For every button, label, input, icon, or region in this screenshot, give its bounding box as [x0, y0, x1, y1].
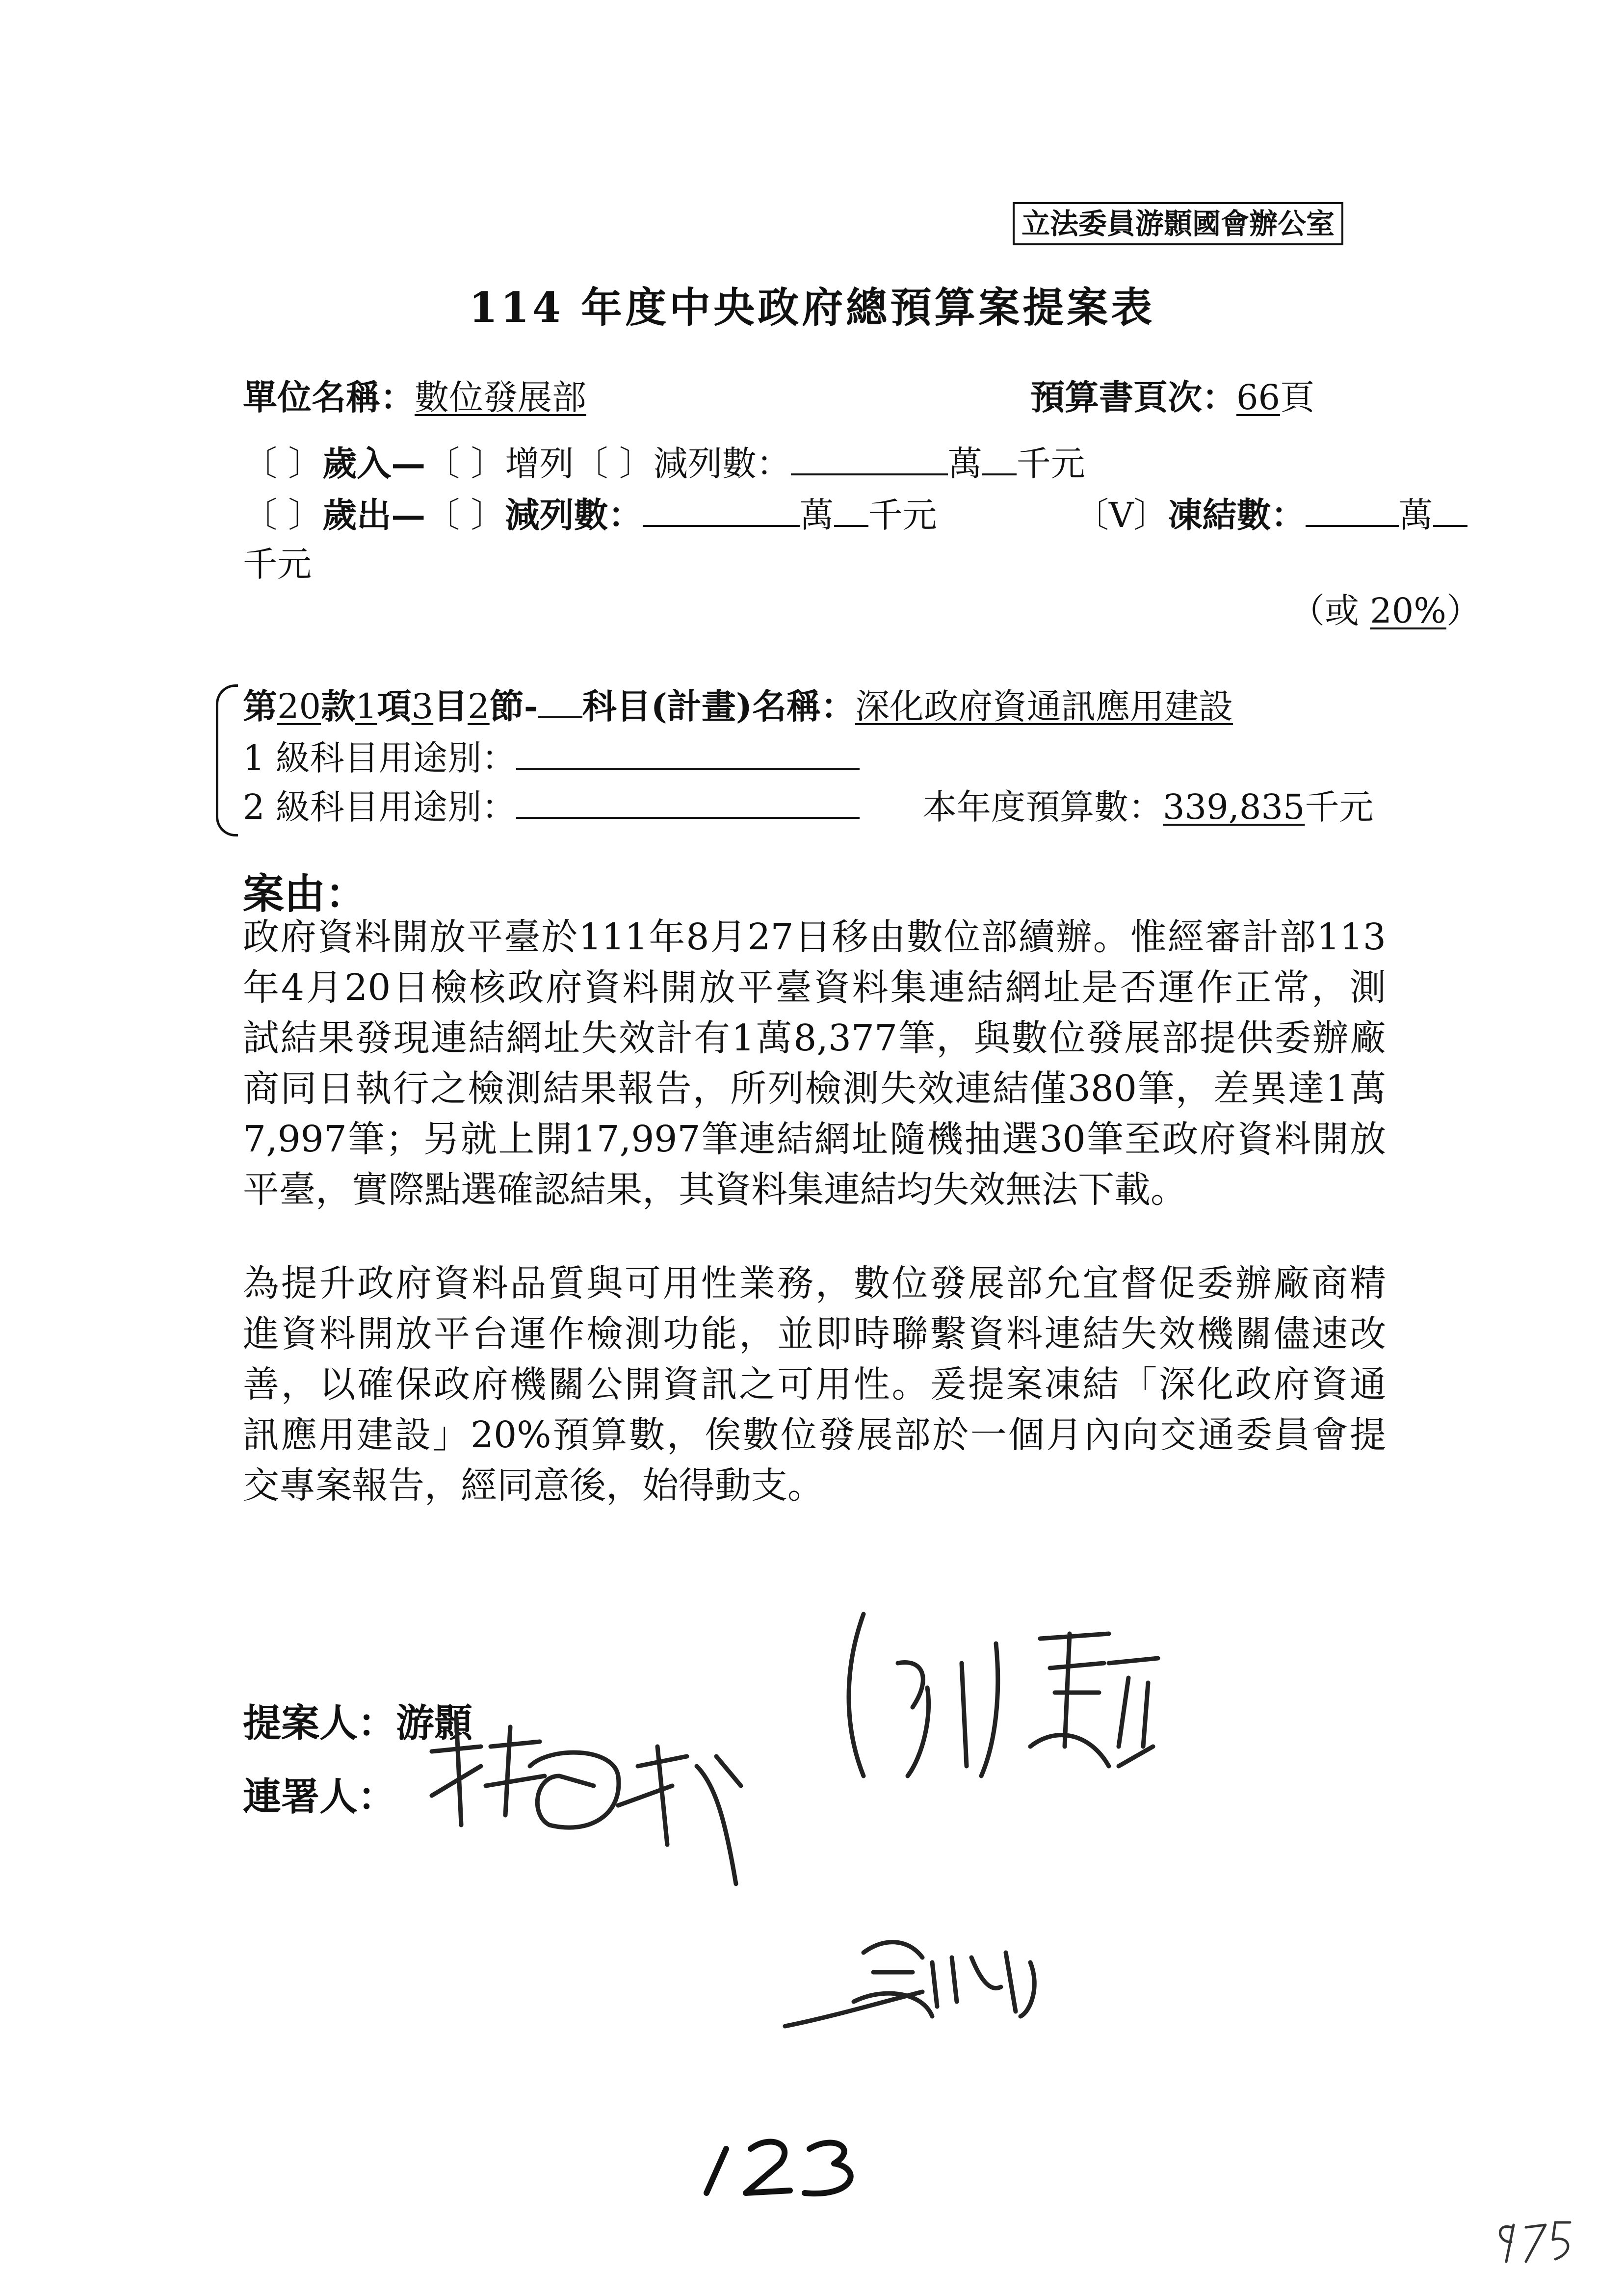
paragraph-line: 為提升政府資料品質與可用性業務，數位發展部允宜督促委辦廠商精 [243, 1262, 1386, 1305]
signature-proposer [849, 1614, 1158, 1776]
signature-cosigner-2 [785, 1942, 1034, 2026]
paragraph-line: 試結果發現連結網址失效計有1萬8,377筆，與數位發展部提供委辦廠 [243, 1017, 1386, 1059]
proposer-label: 提案人： [243, 1701, 396, 1746]
level1-label: 1 級科目用途別： [243, 738, 516, 778]
budget-page-label: 預算書頁次： [1030, 377, 1236, 417]
mu-value: 3 [411, 686, 434, 727]
paragraph-line: 進資料開放平台運作檢測功能，並即時聯繫資料連結失效機關儘速改 [243, 1313, 1386, 1355]
percent-suffix: ） [1446, 591, 1481, 631]
kuan-label: 款 [321, 686, 356, 727]
revenue-label: 歲入— [322, 443, 426, 484]
xiang-label: 項 [377, 686, 412, 727]
item-di: 第 [243, 686, 277, 727]
checkbox[interactable]: 〔 〕 [574, 444, 654, 484]
freeze-checkbox[interactable]: 〔V〕 [1074, 495, 1168, 535]
percent-value: 20% [1370, 591, 1446, 631]
unit-label: 單位名稱： [243, 377, 415, 417]
unit-value: 數位發展部 [415, 377, 586, 417]
wrap-qian: 千元 [243, 544, 312, 584]
wan-label: 萬 [799, 495, 834, 535]
reason-heading: 案由： [243, 869, 367, 918]
qian-label: 千元 [1016, 444, 1085, 484]
paragraph-line: 平臺，實際點選確認結果，其資料集連結均失效無法下載。 [243, 1169, 1187, 1211]
paragraph-line: 7,997筆；另就上開17,997筆連結網址隨機抽選30筆至政府資料開放 [243, 1118, 1386, 1160]
paragraph-line: 訊應用建設」20%預算數，俟數位發展部於一個月內向交通委員會提 [243, 1414, 1386, 1456]
expense-label: 歲出— [322, 495, 426, 535]
checkbox[interactable]: 〔 〕 [425, 495, 505, 535]
name-label: 科目(計畫)名稱： [582, 686, 856, 727]
proposer-name: 游顥 [396, 1701, 473, 1746]
mu-label: 目 [433, 686, 468, 727]
program-name: 深化政府資通訊應用建設 [855, 686, 1233, 727]
handwritten-number [1500, 2222, 1571, 2262]
cosigner-label: 連署人： [243, 1774, 396, 1819]
handwritten-page-number [707, 2142, 851, 2194]
wan-label: 萬 [1398, 495, 1433, 535]
budget-value: 339,835 [1163, 787, 1305, 827]
budget-label: 本年度預算數： [922, 787, 1163, 827]
signature-cosigner-1 [432, 1717, 741, 1884]
freeze-label: 凍結數： [1168, 495, 1306, 535]
add-label: 增列 [505, 444, 574, 484]
page-title: 114 年度中央政府總預算案提案表 [469, 283, 1155, 332]
paragraph-line: 政府資料開放平臺於111年8月27日移由數位部續辦。惟經審計部113 [243, 916, 1386, 958]
xiang-value: 1 [355, 686, 377, 727]
reduce-label: 減列數： [653, 444, 791, 484]
kuan-value: 20 [277, 686, 321, 727]
paragraph-line: 商同日執行之檢測結果報告，所列檢測失效連結僅380筆，差異達1萬 [243, 1068, 1386, 1110]
reduce-label: 減列數： [505, 495, 643, 535]
budget-page-suffix: 頁 [1280, 377, 1315, 417]
level2-label: 2 級科目用途別： [243, 787, 516, 827]
percent-prefix: （或 [1290, 591, 1370, 631]
jie-label: 節- [489, 686, 538, 727]
checkbox[interactable]: 〔 〕 [243, 495, 323, 535]
budget-page-value: 66 [1236, 377, 1281, 417]
qian-label: 千元 [868, 495, 937, 535]
paragraph-line: 交專案報告，經同意後，始得動支。 [243, 1464, 824, 1507]
wan-label: 萬 [947, 444, 982, 484]
paragraph-line: 善，以確保政府機關公開資訊之可用性。爰提案凍結「深化政府資通 [243, 1363, 1386, 1406]
office-label: 立法委員游顥國會辦公室 [1013, 202, 1343, 245]
jie-value: 2 [468, 686, 490, 727]
checkbox[interactable]: 〔 〕 [425, 444, 505, 484]
paragraph-line: 年4月20日檢核政府資料開放平臺資料集連結網址是否運作正常，測 [243, 966, 1386, 1009]
checkbox[interactable]: 〔 〕 [243, 444, 323, 484]
budget-unit: 千元 [1305, 787, 1374, 827]
